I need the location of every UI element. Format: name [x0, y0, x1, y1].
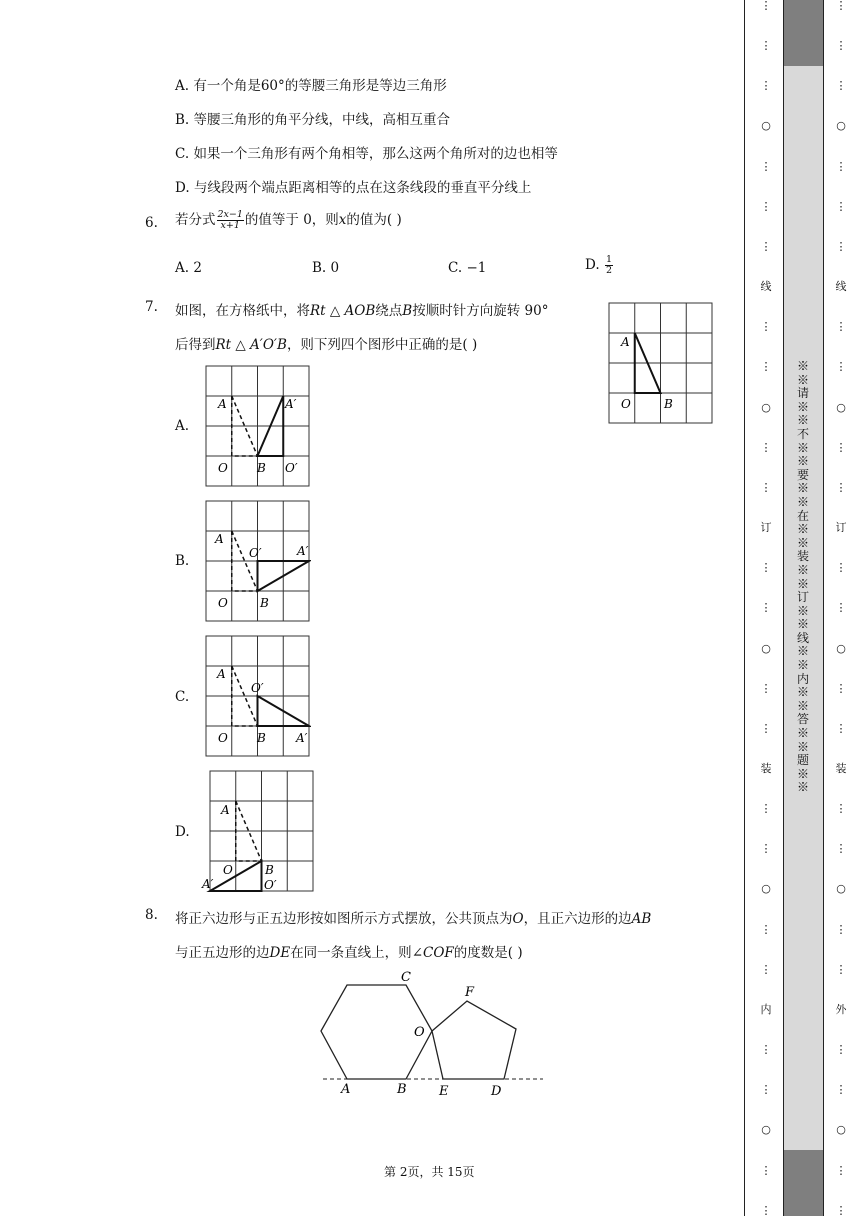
ref-label-o: O — [621, 397, 631, 411]
inner-mark-3: 装 — [760, 761, 772, 775]
q5-option-b: B. 等腰三角形的角平分线，中线，高相互重合 — [175, 112, 451, 128]
svg-text:B: B — [257, 461, 266, 475]
binding-warning: ※※请※※不※※要※※在※※装※※订※※线※※内※※答※※题※※ — [796, 359, 809, 795]
q6-option-c: C. −1 — [448, 260, 487, 276]
ref-label-a: A — [621, 335, 630, 349]
q7-stem-line2: 后得到Rt △ A′O′B，则下列四个图形中正确的是( ) — [175, 337, 478, 353]
inner-mark-1: 线 — [760, 280, 772, 294]
svg-text:O′: O′ — [264, 878, 277, 892]
ref-label-b: B — [664, 397, 673, 411]
page-footer: 第 2页，共 15页 — [384, 1165, 475, 1179]
svg-text:A′: A′ — [296, 731, 308, 745]
svg-text:A: A — [215, 532, 224, 546]
q5-option-c: C. 如果一个三角形有两个角相等，那么这两个角所对的边也相等 — [175, 146, 558, 162]
q7-option-b-letter: B. — [175, 553, 190, 569]
q8-hexagon-pentagon-figure — [315, 965, 550, 1100]
svg-text:O′: O′ — [285, 461, 298, 475]
svg-text:B: B — [265, 863, 274, 877]
svg-text:A′: A′ — [297, 544, 309, 558]
q5-option-d: D. 与线段两个端点距离相等的点在这条线段的垂直平分线上 — [175, 180, 532, 196]
q7-option-c-figure — [205, 635, 311, 757]
q7-option-c-letter: C. — [175, 689, 190, 705]
svg-text:C: C — [401, 970, 411, 985]
outer-mark-1: 线 — [835, 280, 847, 294]
inner-mark-4: 内 — [760, 1002, 772, 1016]
q6-option-d: D. $\frac{1}{2}$ — [585, 254, 612, 276]
inner-mark-2: 订 — [760, 521, 772, 535]
svg-text:E: E — [439, 1084, 449, 1099]
svg-text:A: A — [341, 1082, 351, 1097]
strip-line-2 — [783, 0, 784, 1216]
q6-stem: 若分式 $\frac{2x-1}{x+1}$ 的值等于 0，则x的值为( ) — [175, 209, 402, 231]
q7-number: 7. — [145, 299, 158, 315]
q6-number: 6. — [145, 215, 158, 231]
strip-line-1 — [744, 0, 745, 1216]
svg-text:B: B — [260, 596, 269, 610]
svg-text:O: O — [223, 863, 233, 877]
q7-option-d-figure — [201, 770, 315, 892]
svg-text:O: O — [414, 1025, 425, 1040]
svg-text:O′: O′ — [251, 681, 264, 695]
svg-text:A: A — [217, 667, 226, 681]
svg-text:A: A — [221, 803, 230, 817]
q8-number: 8. — [145, 907, 158, 923]
svg-text:A′: A′ — [202, 877, 214, 891]
dark-block-top — [783, 0, 823, 66]
q7-stem-line1: 如图，在方格纸中，将Rt △ AOB绕点B按顺时针方向旋转 90° — [175, 303, 549, 319]
svg-text:B: B — [397, 1082, 407, 1097]
svg-text:B: B — [257, 731, 266, 745]
q7-option-a-figure — [205, 365, 311, 487]
outer-mark-4: 外 — [835, 1002, 847, 1016]
q5-option-a: A. 有一个角是60°的等腰三角形是等边三角形 — [175, 78, 447, 94]
q6-option-b: B. 0 — [312, 260, 340, 276]
q7-reference-figure — [608, 302, 714, 424]
strip-line-3 — [823, 0, 824, 1216]
svg-text:O: O — [218, 461, 228, 475]
q6-fraction: $\frac{2x-1}{x+1}$ — [217, 209, 243, 231]
q8-stem-line1: 将正六边形与正五边形按如图所示方式摆放，公共顶点为O，且正六边形的边AB — [175, 911, 652, 927]
q7-option-d-letter: D. — [175, 824, 190, 840]
q7-option-b-figure — [205, 500, 311, 622]
outer-mark-3: 装 — [835, 761, 847, 775]
svg-text:F: F — [465, 985, 475, 1000]
q6-option-a: A. 2 — [175, 260, 202, 276]
outer-binding-column: ⋮ ⋮ ⋮ ○ ⋮ ⋮ ⋮ 线 ⋮ ⋮ ○ ⋮ ⋮ 订 ⋮ ⋮ ○ ⋮ ⋮ 装 ⋮ ⋮ ○ ⋮ ⋮ 外 ⋮ ⋮ ○ ⋮ ⋮ — [835, 0, 847, 1217]
dark-block-bottom — [783, 1150, 823, 1216]
svg-text:A′: A′ — [285, 397, 297, 411]
svg-text:D: D — [491, 1084, 502, 1099]
inner-binding-column: ⋮ ⋮ ⋮ ○ ⋮ ⋮ ⋮ 线 ⋮ ⋮ ○ ⋮ ⋮ 订 ⋮ ⋮ ○ ⋮ ⋮ 装 ⋮ ⋮ ○ ⋮ ⋮ 内 ⋮ ⋮ ○ ⋮ ⋮ — [760, 0, 772, 1217]
svg-text:O: O — [218, 731, 228, 745]
q8-stem-line2: 与正五边形的边DE在同一条直线上，则∠COF的度数是( ) — [175, 945, 523, 961]
svg-text:O: O — [218, 596, 228, 610]
q7-option-a-letter: A. — [175, 418, 190, 434]
svg-text:O′: O′ — [249, 546, 262, 560]
outer-mark-2: 订 — [835, 521, 847, 535]
svg-text:A: A — [218, 397, 227, 411]
